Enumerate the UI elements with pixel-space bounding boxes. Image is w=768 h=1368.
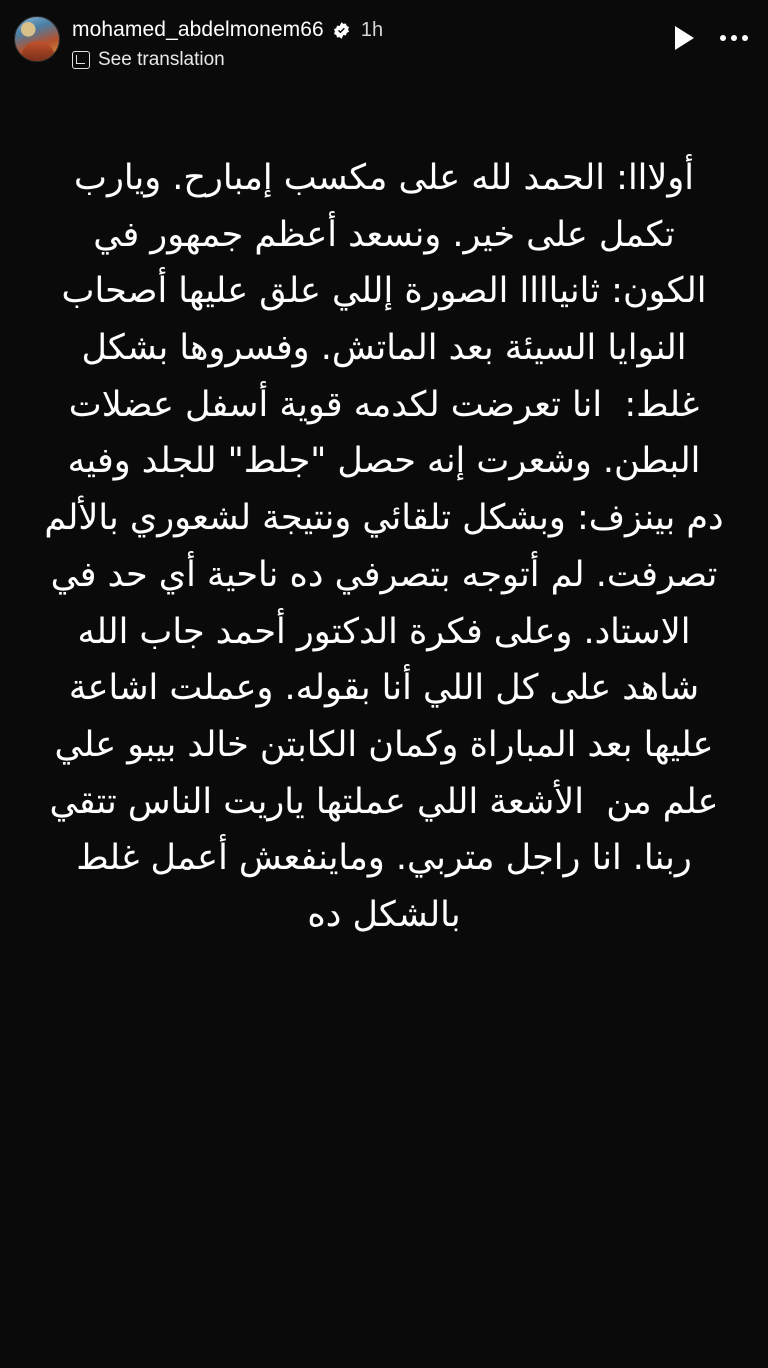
story-timestamp: 1h <box>360 18 384 41</box>
story-header-texts <box>72 10 383 71</box>
play-icon[interactable] <box>675 26 694 50</box>
username-label[interactable]: mohamed_abdelmonem66 <box>72 18 324 41</box>
story-text: أولااا: الحمد لله على مكسب إمبارح. ويارب تكمل على خير. ونسعد أعظم جمهور في الكون: ثانياااا الصورة إللي علق عليها أصحاب النوايا السيئة بعد الماتش. وفسروها بشكل غلط: انا تعرضت لكدمه قوية أسفل عضلات البطن. وشعرت إنه حصل "جلط" للجلد وفيه دم بينزف: وبشكل تلقائي ونتيجة لشعوري بالألم تصرفت. لم أتوجه بتصرفي ده ناحية أي حد في الاستاد. وعلى فكرة الدكتور أحمد جاب الله شاهد على كل اللي أنا بقوله. وعملت اشاعة عليها بعد المباراة وكمان الكابتن خالد بيبو علي علم من الأشعة اللي عملتها ياريت الناس تتقي ربنا. انا راجل متربي. وماينفعش أعمل غلط بالشكل ده <box>33 158 724 935</box>
more-options-icon[interactable] <box>720 35 748 41</box>
translate-icon <box>72 51 90 69</box>
see-translation-label: See translation <box>98 49 225 70</box>
verified-badge-icon <box>332 21 351 40</box>
story-header <box>0 0 768 84</box>
story-author-row <box>72 18 383 42</box>
story-text-container <box>0 150 768 944</box>
story-header-actions <box>675 10 754 50</box>
avatar[interactable] <box>14 16 60 62</box>
see-translation-button[interactable] <box>72 49 383 71</box>
